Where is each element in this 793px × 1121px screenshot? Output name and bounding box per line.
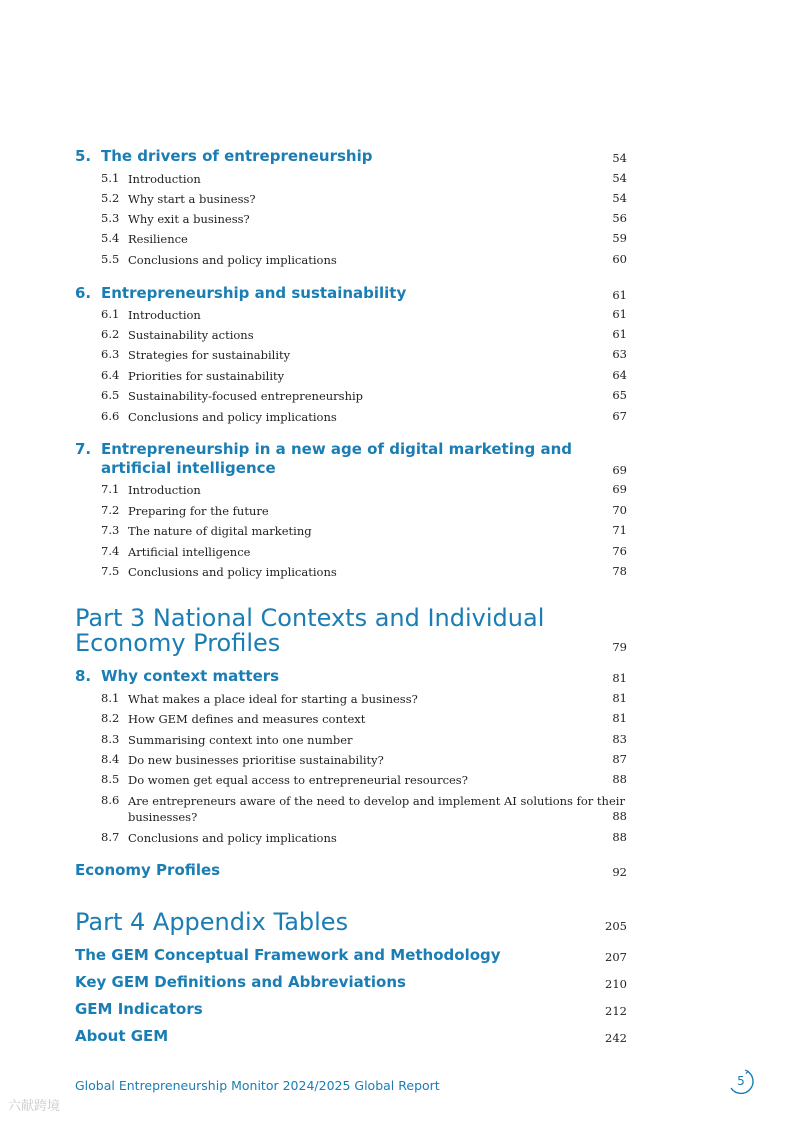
chapter-title: The drivers of entrepreneurship bbox=[101, 147, 373, 165]
page-ref: 81 bbox=[612, 671, 627, 685]
page-ref: 59 bbox=[612, 231, 627, 245]
entry-number: 7.5 bbox=[101, 564, 120, 578]
entry-title: Do women get equal access to entrepreneurial resources? bbox=[128, 773, 468, 787]
entry-number: 5.3 bbox=[101, 211, 120, 225]
chapter-number: 8. bbox=[75, 667, 92, 685]
chapter-title: Entrepreneurship and sustainability bbox=[101, 284, 407, 302]
entry-title: Preparing for the future bbox=[128, 504, 269, 518]
page-ref: 69 bbox=[612, 482, 627, 496]
page-number: 5 bbox=[737, 1074, 745, 1088]
page-ref: 81 bbox=[612, 711, 627, 725]
page-ref: 54 bbox=[612, 191, 627, 205]
entry-title: Conclusions and policy implications bbox=[128, 831, 337, 845]
page-ref: 54 bbox=[612, 171, 627, 185]
page-ref: 71 bbox=[612, 523, 627, 537]
entry-title: Do new businesses prioritise sustainability? bbox=[128, 753, 384, 767]
chapter-number: 6. bbox=[75, 284, 92, 302]
page-ref: 88 bbox=[612, 772, 627, 786]
page-ref: 61 bbox=[612, 327, 627, 341]
entry-number: 8.3 bbox=[101, 732, 120, 746]
entry-title: Introduction bbox=[128, 172, 201, 186]
page-ref: 61 bbox=[612, 307, 627, 321]
entry-number: 5.5 bbox=[101, 252, 120, 266]
part-title-line2: Economy Profiles bbox=[75, 629, 281, 657]
entry-title: Introduction bbox=[128, 483, 201, 497]
page-ref: 65 bbox=[612, 388, 627, 402]
page-ref: 79 bbox=[612, 640, 627, 654]
page-ref: 87 bbox=[612, 752, 627, 766]
part-title-line1: Part 3 National Contexts and Individual bbox=[75, 604, 545, 632]
page-ref: 76 bbox=[612, 544, 627, 558]
entry-number: 7.3 bbox=[101, 523, 120, 537]
section-title: Economy Profiles bbox=[75, 861, 221, 879]
page-ref: 69 bbox=[612, 463, 627, 477]
page-ref: 210 bbox=[605, 977, 627, 991]
entry-title: Why start a business? bbox=[128, 192, 256, 206]
entry-title: Strategies for sustainability bbox=[128, 348, 291, 362]
entry-number: 7.2 bbox=[101, 503, 120, 517]
watermark-text: 六献跨境 bbox=[8, 1099, 61, 1114]
page-number-badge bbox=[727, 1068, 757, 1098]
page-ref: 81 bbox=[612, 691, 627, 705]
page-ref: 242 bbox=[605, 1031, 627, 1045]
page-ref: 207 bbox=[605, 950, 627, 964]
entry-title: Sustainability-focused entrepreneurship bbox=[128, 389, 364, 403]
page-ref: 92 bbox=[612, 865, 627, 879]
chapter-title: Why context matters bbox=[101, 667, 280, 685]
page-ref: 64 bbox=[612, 368, 627, 382]
entry-title: Priorities for sustainability bbox=[128, 369, 285, 383]
entry-title: What makes a place ideal for starting a business? bbox=[128, 692, 418, 706]
entry-number: 8.7 bbox=[101, 830, 120, 844]
page-ref: 78 bbox=[612, 564, 627, 578]
entry-number: 7.4 bbox=[101, 544, 120, 558]
entry-title: The nature of digital marketing bbox=[128, 524, 312, 538]
entry-number: 8.4 bbox=[101, 752, 120, 766]
page-ref: 63 bbox=[612, 347, 627, 361]
page-ref: 212 bbox=[605, 1004, 627, 1018]
page-ref: 61 bbox=[612, 288, 627, 302]
entry-title: Introduction bbox=[128, 308, 201, 322]
page-ref: 54 bbox=[612, 151, 627, 165]
entry-title: Summarising context into one number bbox=[128, 733, 353, 747]
section-title: Key GEM Definitions and Abbreviations bbox=[75, 973, 406, 991]
page-ref: 60 bbox=[612, 252, 627, 266]
entry-title-line2: businesses? bbox=[128, 810, 198, 824]
entry-number: 6.2 bbox=[101, 327, 120, 341]
footer-report-title: Global Entrepreneurship Monitor 2024/2025 Global Report bbox=[75, 1078, 440, 1093]
entry-number: 8.2 bbox=[101, 711, 120, 725]
page-ref: 67 bbox=[612, 409, 627, 423]
page-ref: 205 bbox=[605, 919, 627, 933]
entry-title: Conclusions and policy implications bbox=[128, 565, 337, 579]
section-title: GEM Indicators bbox=[75, 1000, 203, 1018]
entry-title: Sustainability actions bbox=[128, 328, 254, 342]
entry-number: 6.6 bbox=[101, 409, 120, 423]
section-title: About GEM bbox=[75, 1027, 169, 1045]
entry-number: 8.6 bbox=[101, 793, 120, 807]
chapter-number: 7. bbox=[75, 440, 92, 458]
entry-title: Resilience bbox=[128, 232, 188, 246]
page-ref: 56 bbox=[612, 211, 627, 225]
entry-title: Conclusions and policy implications bbox=[128, 410, 337, 424]
entry-number: 5.2 bbox=[101, 191, 120, 205]
chapter-number: 5. bbox=[75, 147, 92, 165]
entry-number: 6.3 bbox=[101, 347, 120, 361]
entry-title: Artificial intelligence bbox=[128, 545, 251, 559]
entry-number: 6.4 bbox=[101, 368, 120, 382]
entry-title-line1: Are entrepreneurs aware of the need to develop and implement AI solutions for their bbox=[128, 794, 625, 808]
entry-number: 6.5 bbox=[101, 388, 120, 402]
entry-number: 5.4 bbox=[101, 231, 120, 245]
section-title: The GEM Conceptual Framework and Methodology bbox=[75, 946, 501, 964]
entry-title: How GEM defines and measures context bbox=[128, 712, 366, 726]
page-ref: 70 bbox=[612, 503, 627, 517]
page-ref: 88 bbox=[612, 830, 627, 844]
entry-title: Why exit a business? bbox=[128, 212, 250, 226]
chapter-title-line1: Entrepreneurship in a new age of digital marketing and bbox=[101, 440, 573, 458]
entry-number: 6.1 bbox=[101, 307, 120, 321]
page-ref: 83 bbox=[612, 732, 627, 746]
entry-number: 8.5 bbox=[101, 772, 120, 786]
entry-title: Conclusions and policy implications bbox=[128, 253, 337, 267]
entry-number: 5.1 bbox=[101, 171, 120, 185]
entry-number: 7.1 bbox=[101, 482, 120, 496]
page-ref: 88 bbox=[612, 809, 627, 823]
entry-number: 8.1 bbox=[101, 691, 120, 705]
part-title: Part 4 Appendix Tables bbox=[75, 908, 349, 936]
chapter-title-line2: artificial intelligence bbox=[101, 459, 276, 477]
